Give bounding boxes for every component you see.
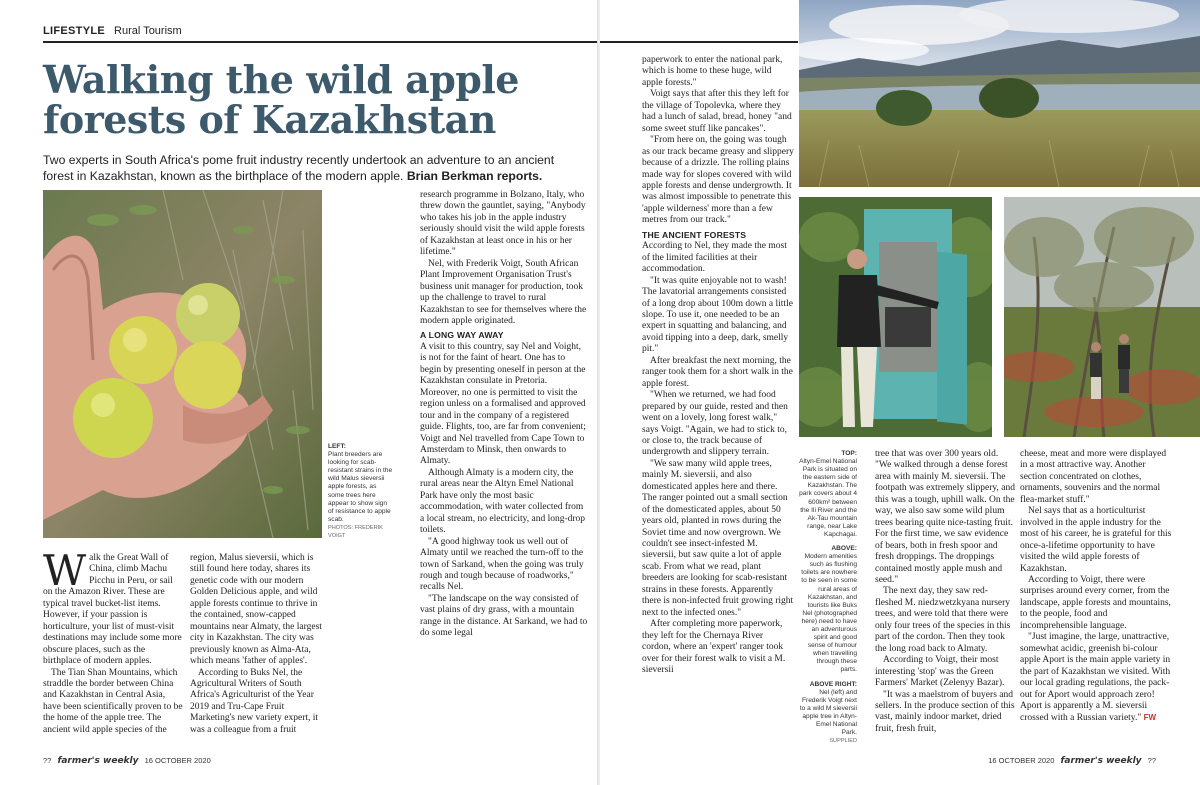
paragraph: paperwork to enter the national park, which is home to these huge, wild apple forests." — [642, 55, 783, 88]
end-mark: FW — [1143, 713, 1157, 723]
farmers-weekly-logo: farmer's weekly — [1060, 756, 1142, 766]
caption-top-label: TOP: — [841, 450, 857, 457]
caption-left-credit: PHOTOS: FREDERIK VOIGT — [328, 524, 383, 540]
paragraph: Voigt says that after this they left for the village of Topolevka, where they had a lunch of salad, bread, honey "and some sweet stuff like pancakes". — [642, 89, 792, 134]
paragraph: After completing more paperwork, they left for the Chernaya River cordon, where an 'expert' ranger took over for their forest walk to visit a M. sieversii — [642, 619, 786, 676]
byline: Brian Berkman reports. — [406, 169, 543, 183]
standfirst — [43, 152, 563, 184]
header-rule — [43, 41, 598, 43]
paragraph: region, Malus sieversii, which is still found here today, shares its genetic code with our modern Golden Delicious apple, and wild apple forests continue to thrive in the contained, snow-capped mountains near Almaty, the largest city in Kazakhstan. The city was previously known as Alma-Ata, which means 'father of apples'. — [190, 553, 322, 667]
section-header — [43, 25, 182, 37]
left-page — [0, 0, 598, 785]
caption-top-text: Altyn-Emel National Park is situated on the eastern side of Kazakhstan. The park covers about 4 600km² between the Ili River and the Ak-Tau mountain range, near Lake Kapchagai. — [799, 458, 857, 538]
photo-outdoor-toilet — [799, 197, 992, 437]
caption-left — [328, 443, 393, 540]
caption-left-label: LEFT: — [328, 443, 346, 450]
paragraph: Nel says that as a horticulturist involved in the apple industry for the most of his career, he is grateful for this once-a-lifetime opportunity to have visited the wild apple forests of Kazakhstan. — [1020, 506, 1172, 574]
paragraph: After breakfast the next morning, the ranger took them for a short walk in the apple forest. — [642, 355, 793, 389]
issue-date-right: 16 OCTOBER 2020 — [988, 756, 1055, 765]
paragraph: According to Nel, they made the most of the limited facilities at their accommodation. — [642, 241, 787, 275]
article-title: Walking the wild apple forests of Kazakhstan — [43, 57, 519, 142]
paragraph: A visit to this country, say Nel and Voight, is not for the faint of heart. One has to begin by presenting oneself in person at the Kazakhstan consulate in Pretoria. Moreover, no one is permitted to visit the region unless on a formalised and approved tour and in the company of a registered guide. Flights, too, are far from convenient; Voigt and Nel travelled from Cape Town to Amsterdam to Minsk, then onwards to Almaty. — [420, 341, 586, 467]
photo-national-park — [799, 0, 1200, 187]
paragraph: "A good highway took us well out of Almaty until we reached the turn-off to the town of Sarkand, when the going was truly rough and tough because of roadworks," recalls Nel. — [420, 536, 584, 593]
body-column-5 — [875, 449, 1015, 735]
section-label: LIFESTYLE — [43, 25, 105, 37]
caption-above-label: ABOVE: — [831, 545, 857, 553]
paragraph: Walk the Great Wall of China, climb Machu Picchu in Peru, or sail on the Amazon River. These are typical travel bucket-list items. However, if your passion is horticulture, your list of must-visit destinations may include some more obscure places, such as the birthplace of modern apples. — [43, 546, 182, 667]
paragraph: "From here on, the going was tough as our track became greasy and slippery because of a drizzle. The rolling plains made way for slopes covered with wild apple forests and dense undergrowth. It was almost impossible to penetrate this 'apple wilderness' more than a few metres from our track." — [642, 135, 794, 226]
caption-above-right-label: ABOVE RIGHT: — [809, 680, 857, 688]
paragraph: "It was a maelstrom of buyers and sellers. In the produce section of this vast, mainly indoor market, dried fruit, fresh fruit, — [875, 689, 1015, 734]
paragraph: The Tian Shan Mountains, which straddle the border between China and Kazakhstan in Central Asia, have been scientifically proven to be the home of the apple tree. The ancient wild apple species of the — [43, 667, 183, 735]
body-column-1 — [43, 546, 183, 736]
farmers-weekly-logo: farmer's weekly — [57, 756, 139, 766]
caption-above-right-text: Nel (left) and Frederik Voigt next to a wild M sieversii apple tree in Altyn-Emel National Park. — [799, 688, 857, 737]
paragraph: According to Buks Nel, the Agricultural Writers of South Africa's Agriculturist of the Year 2019 and Tru-Cape Fruit Marketing's new variety expert, it was a colleague from a fruit — [190, 667, 319, 735]
issue-date-left: 16 OCTOBER 2020 — [144, 756, 211, 765]
paragraph: "We saw many wild apple trees, mainly M. sieversii, and also domesticated apples here and there. The ranger pointed out a small section of the domesticated apples, about 50 years old, planted in rows during the Soviet time and now overgrown. We couldn't see insect-infested M. sieversii, but saw quite a lot of apple scab. From what we read, plant breeders are looking for scab-resistant strains in these forests. Apparently there is non-infected fruit growing right next to the infected ones." — [642, 458, 794, 618]
body-column-6 — [1020, 449, 1172, 725]
paragraph: cheese, meat and more were displayed in a most attractive way. Another section concentrated on clothes, ornaments, souvenirs and the normal flea-market stuff." — [1020, 449, 1167, 505]
paragraph: research programme in Bolzano, Italy, who threw down the gauntlet, saying, "Anybody who takes his job in the apple industry seriously should visit the wild apple forests of Kazakhstan at least once in his or her lifetime." — [420, 190, 586, 258]
paragraph: "When we returned, we had food prepared by our guide, rested and then went on a lovely, long forest walk," says Voigt. "Again, we had to stick to, or close to, the track because of undergrowth and slippery terrain. — [642, 390, 788, 458]
right-page — [600, 0, 1200, 785]
footer-left — [43, 756, 211, 766]
paragraph: Nel, with Frederik Voigt, South African Plant Improvement Organisation Trust's business unit manager for production, took up the challenge to travel to rural Kazakhstan to see for themselves where the modern apple originated. — [420, 258, 587, 326]
paragraph: "The landscape on the way consisted of vast plains of dry grass, with a mountain range in the distance. At Sarkand, we had to do some legal — [420, 593, 588, 639]
body-column-3 — [420, 190, 588, 640]
page-number-left: ?? — [43, 756, 52, 765]
page-number-right: ?? — [1147, 756, 1156, 765]
paragraph: "It was quite enjoyable not to wash! The lavatorial arrangements consisted of a long drop about 100m down a little slope. To use it, one needed to be an expert in squatting and balancing, and avoid tipping into a deep, dark, smelly pit." — [642, 275, 793, 355]
subsection-label: Rural Tourism — [114, 25, 182, 37]
photo-apples-in-hand — [43, 190, 322, 538]
paragraph: The next day, they saw red-fleshed M. niedzwetzkyana nursery trees, and were told that there were only four trees of the species in this part of the cordon. Then they took the long road back to Almaty. — [875, 586, 1011, 654]
subheading-long-way-away: A LONG WAY AWAY — [420, 330, 504, 341]
photo-two-men-in-forest — [1004, 197, 1200, 437]
caption-left-text: Plant breeders are looking for scab-resistant strains in the wild Malus sieversii apple forests, as some trees here appear to show sign of resistance to apple scab. — [328, 451, 393, 523]
paragraph: "Just imagine, the large, unattractive, somewhat acidic, greenish bi-colour apple Aport is the main apple variety in the part of Kazakhstan we visited. With our local grading regulations, the pack-out for Aport would approach zero! Aport is apparently a M. sieversii crossed with a Russian variety." FW — [1020, 632, 1171, 724]
body-column-4 — [642, 55, 794, 676]
paragraph: According to Voigt, there were surprises around every corner, from the landscape, apple forests and mountains, to the people, food and incomprehensible language. — [1020, 574, 1171, 631]
header-rule — [600, 41, 798, 43]
footer-right — [988, 756, 1156, 766]
paragraph: Although Almaty is a modern city, the rural areas near the Altyn Emel National Park have only the most basic accommodation, with water collected from a local stream, no electricity, and long-drop toilets. — [420, 467, 586, 536]
subheading-ancient-forests: THE ANCIENT FORESTS — [642, 229, 747, 240]
paragraph: tree that was over 300 years old. "We walked through a dense forest area with mainly M. sieversii. The footpath was extremely slippery, and this was a tough, uphill walk. On the way, we also saw some wild plum trees bearing quite nice-tasting fruit. For the first time, we saw evidence of bears, both in fresh spoor and fresh droppings. The droppings contained mostly apple mush and seed." — [875, 449, 1015, 585]
caption-above-text: Modern amenities such as flushing toilets are nowhere to be seen in some rural areas of Kazakhstan, and tourists like Buks Nel (photographed here) need to have an adventurous spirit and good sense of humour when travelling through these parts. — [801, 553, 857, 674]
standfirst-text: Two experts in South Africa's pome fruit industry recently undertook an adventure to an ancient forest in Kazakhstan, known as the birthplace of the modern apple. — [43, 153, 555, 183]
dropcap: W — [43, 546, 87, 595]
paragraph: According to Voigt, their most interesting 'stop' was the Green Farmers' Market (Zelenyy Bazar). — [875, 655, 1005, 689]
caption-right — [799, 450, 857, 745]
caption-above-right-credit: SUPPLIED — [829, 738, 857, 745]
body-column-2 — [190, 553, 330, 736]
